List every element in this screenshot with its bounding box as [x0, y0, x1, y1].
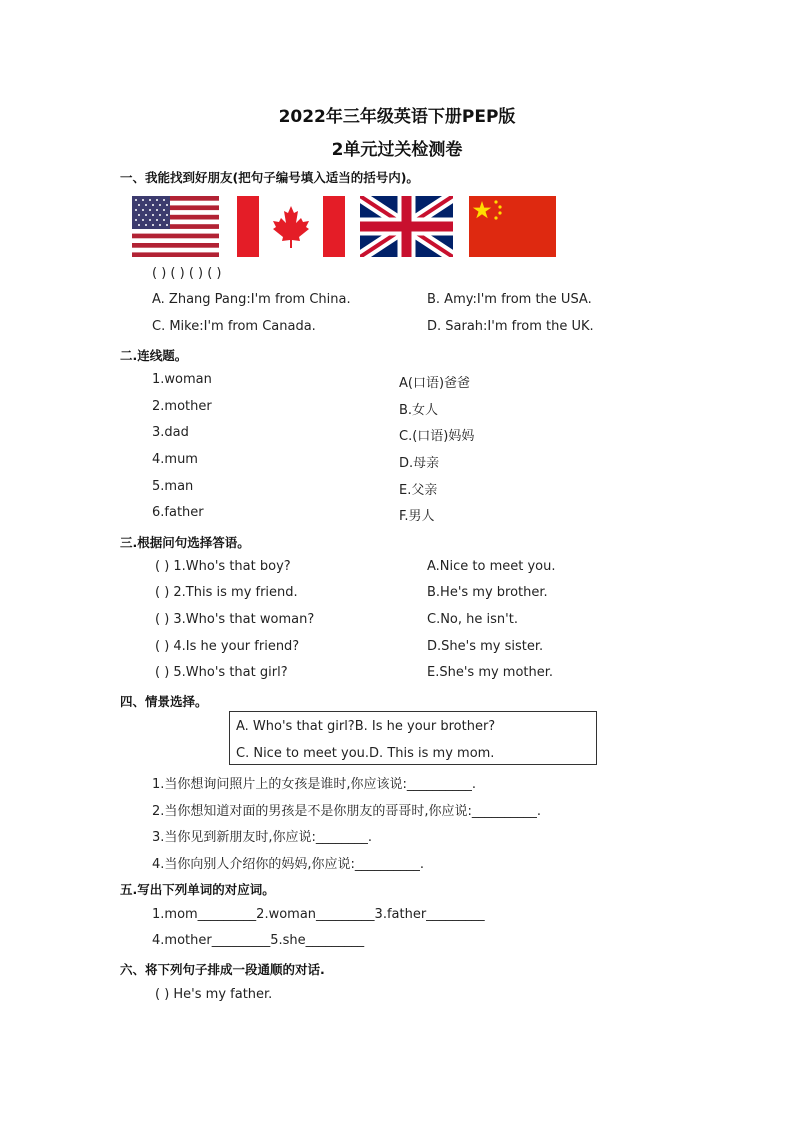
match-left-item: 4.mum: [152, 452, 198, 467]
situation-item: 3.当你见到新朋友时,你应说:________.: [152, 830, 373, 845]
match-left-item: 6.father: [152, 505, 204, 520]
option-d: D. Sarah:I'm from the UK.: [427, 319, 594, 334]
question-item: ( ) 1.Who's that boy?: [155, 559, 291, 574]
match-right-item: E.父亲: [399, 483, 438, 498]
question-item: ( ) 2.This is my friend.: [155, 585, 298, 600]
answer-item: A.Nice to meet you.: [427, 559, 556, 574]
section5-heading: 五.写出下列单词的对应词。: [120, 882, 275, 897]
section6-heading: 六、将下列句子排成一段通顺的对话.: [120, 962, 325, 977]
uk-flag-icon: [360, 196, 453, 257]
answer-item: E.She's my mother.: [427, 665, 554, 680]
match-left-item: 5.man: [152, 479, 194, 494]
page-subtitle: 2单元过关检测卷: [331, 140, 463, 160]
answer-item: C.No, he isn't.: [427, 612, 518, 627]
match-left-item: 1.woman: [152, 372, 212, 387]
word-pairs-line: 4.mother_________5.she_________: [152, 933, 365, 948]
china-flag-icon: [469, 196, 556, 257]
match-right-item: F.男人: [399, 509, 435, 524]
answer-item: D.She's my sister.: [427, 639, 544, 654]
choice-box-line: C. Nice to meet you.D. This is my mom.: [236, 746, 495, 761]
match-right-item: C.(口语)妈妈: [399, 429, 475, 444]
question-item: ( ) 5.Who's that girl?: [155, 665, 288, 680]
match-right-item: D.母亲: [399, 456, 440, 471]
option-b: B. Amy:I'm from the USA.: [427, 292, 592, 307]
choice-box-line: A. Who's that girl?B. Is he your brother?: [236, 719, 496, 734]
match-right-item: A(口语)爸爸: [399, 376, 471, 391]
situation-item: 1.当你想询问照片上的女孩是谁时,你应该说:__________.: [152, 777, 477, 792]
question-item: ( ) 3.Who's that woman?: [155, 612, 315, 627]
option-a: A. Zhang Pang:I'm from China.: [152, 292, 351, 307]
dialogue-item: ( ) He's my father.: [155, 987, 273, 1002]
match-left-item: 3.dad: [152, 425, 189, 440]
section1-heading: 一、我能找到好朋友(把句子编号填入适当的括号内)。: [120, 170, 419, 185]
section4-heading: 四、情景选择。: [120, 694, 208, 709]
situation-item: 2.当你想知道对面的男孩是不是你朋友的哥哥时,你应说:__________.: [152, 804, 542, 819]
match-left-item: 2.mother: [152, 399, 212, 414]
answer-item: B.He's my brother.: [427, 585, 548, 600]
answer-blanks: ( ) ( ) ( ) ( ): [152, 266, 222, 281]
usa-flag-icon: [132, 196, 219, 257]
match-right-item: B.女人: [399, 403, 439, 418]
section3-heading: 三.根据问句选择答语。: [120, 535, 250, 550]
word-pairs-line: 1.mom_________2.woman_________3.father_________: [152, 907, 485, 922]
canada-flag-icon: [237, 196, 345, 257]
question-item: ( ) 4.Is he your friend?: [155, 639, 300, 654]
option-c: C. Mike:I'm from Canada.: [152, 319, 316, 334]
page-title: 2022年三年级英语下册PEP版: [278, 107, 516, 127]
section2-heading: 二.连线题。: [120, 348, 188, 363]
situation-item: 4.当你向别人介绍你的妈妈,你应说:__________.: [152, 857, 425, 872]
